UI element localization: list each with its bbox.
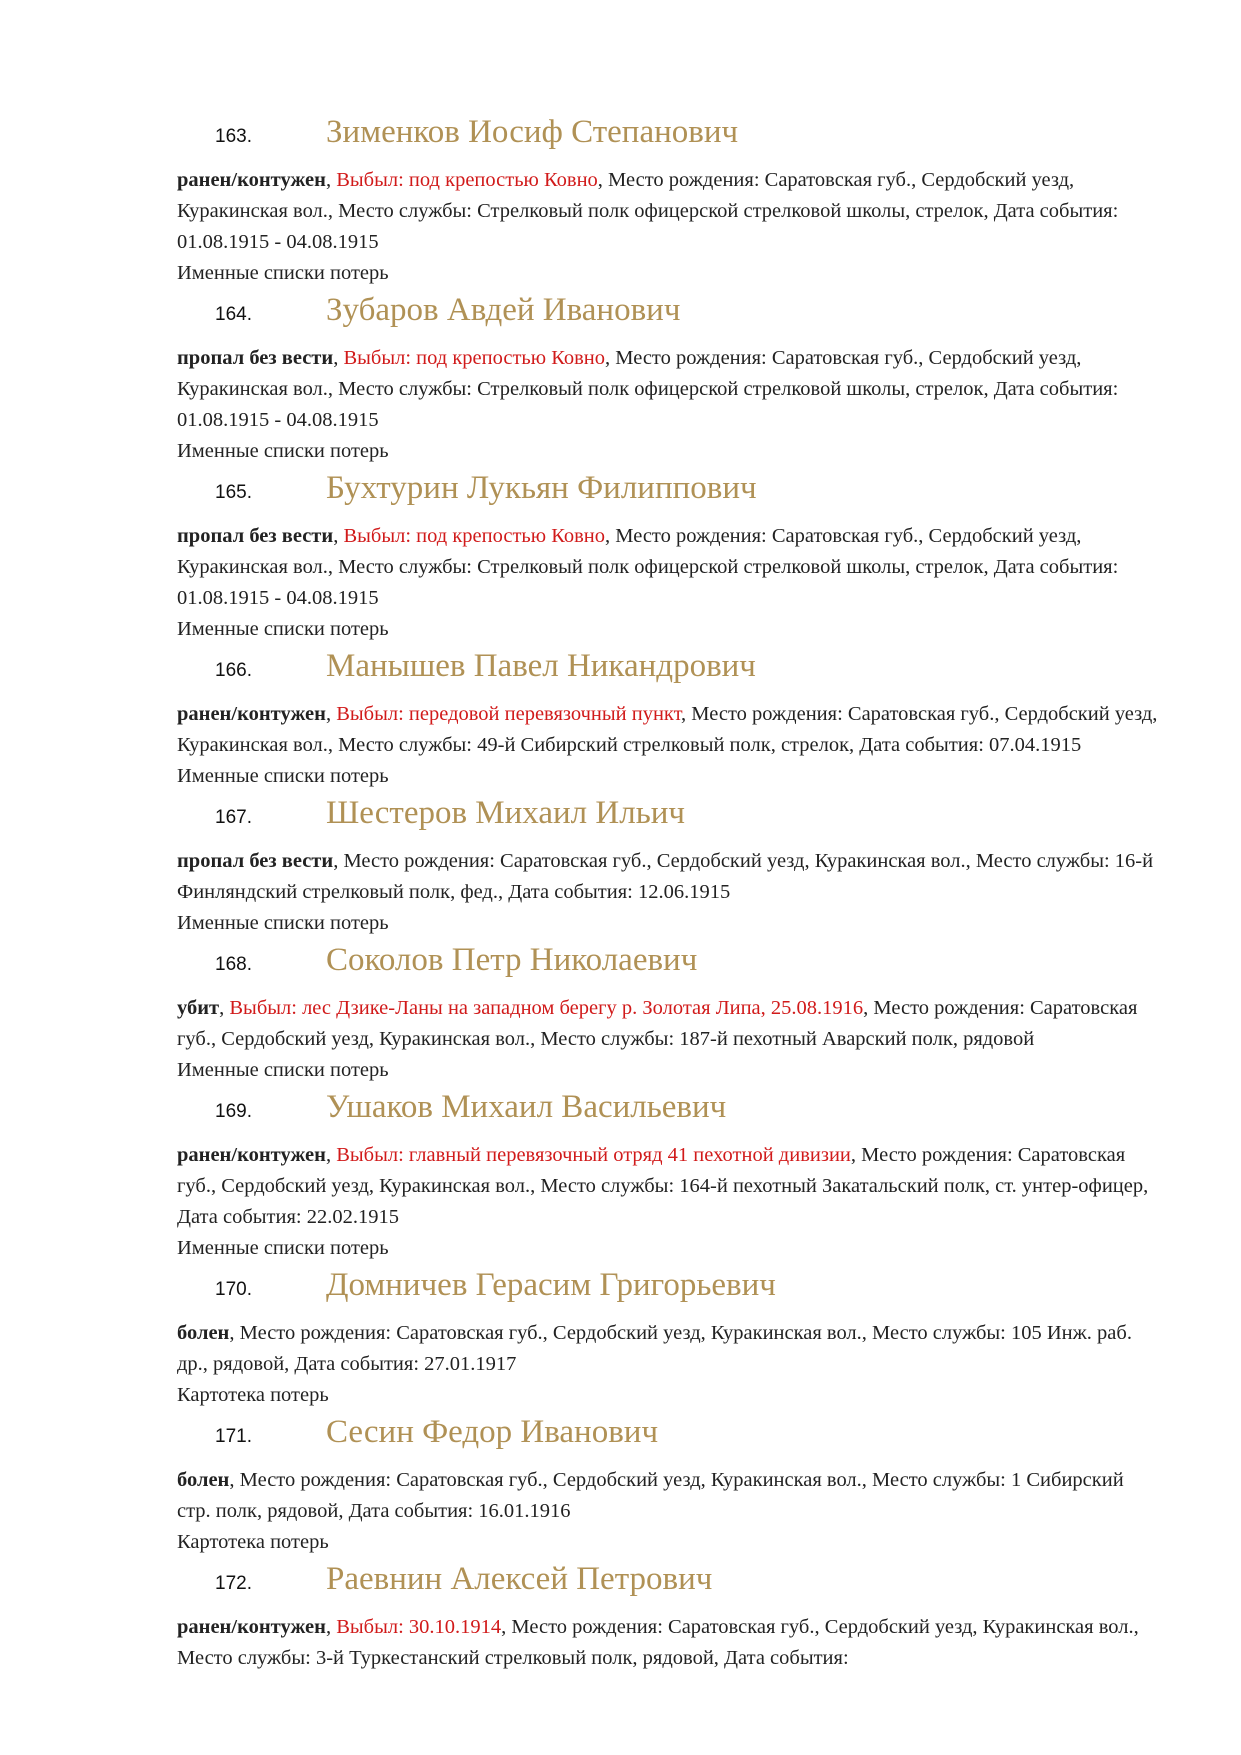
entry-header <box>177 114 1162 165</box>
list-item <box>177 292 1162 470</box>
entry-description <box>177 343 1162 436</box>
entry-header <box>177 292 1162 343</box>
exit-info: Выбыл: главный перевязочный отряд 41 пехотной дивизии <box>336 1144 851 1166</box>
entry-header <box>177 648 1162 699</box>
source-label: Именные списки потерь <box>177 440 389 462</box>
status-label: ранен/контужен <box>177 703 326 725</box>
entry-description <box>177 1612 1162 1674</box>
exit-separator: , <box>325 169 337 191</box>
exit-separator: , <box>325 1616 337 1638</box>
exit-separator: , <box>333 347 344 369</box>
status-label: болен <box>177 1322 230 1344</box>
exit-info: Выбыл: 30.10.1914 <box>336 1616 502 1638</box>
list-item <box>177 795 1162 942</box>
status-label: болен <box>177 1469 230 1491</box>
entry-description <box>177 846 1162 908</box>
list-item <box>177 1089 1162 1267</box>
entry-header <box>177 1414 1162 1465</box>
exit-info: Выбыл: лес Дзике-Ланы на западном берегу р. Золотая Липа, 25.08.1916 <box>229 997 864 1019</box>
person-name: Сесин Федор Иванович <box>326 1414 659 1450</box>
entry-header <box>177 470 1162 521</box>
source-label: Картотека потерь <box>177 1384 329 1406</box>
entry-number: 172. <box>215 1573 252 1594</box>
entry-number: 165. <box>215 482 252 503</box>
entry-details: , Место рождения: Саратовская губ., Сердобский уезд, Куракинская вол., Место службы: 49-й Сибирский стрелковый полк, стрелок, Дата события: 07.04.1915 <box>177 703 1158 756</box>
entry-number: 163. <box>215 126 252 147</box>
entry-number: 170. <box>215 1279 252 1300</box>
person-name: Шестеров Михаил Ильич <box>326 795 686 831</box>
list-item <box>177 470 1162 648</box>
entry-details: , Место рождения: Саратовская губ., Сердобский уезд, Куракинская вол., Место службы: 16-й Финляндский стрелковый полк, фед., Дата события: 12.06.1915 <box>177 850 1154 903</box>
exit-info: Выбыл: под крепостью Ковно <box>343 347 606 369</box>
source-label: Именные списки потерь <box>177 1237 389 1259</box>
status-label: пропал без вести <box>177 347 334 369</box>
person-name: Зубаров Авдей Иванович <box>326 292 681 328</box>
exit-separator: , <box>325 1144 337 1166</box>
list-item <box>177 942 1162 1089</box>
entry-description <box>177 165 1162 258</box>
entry-header <box>177 1561 1162 1612</box>
person-name: Соколов Петр Николаевич <box>326 942 698 978</box>
source-label: Именные списки потерь <box>177 262 389 284</box>
exit-separator: , <box>325 703 337 725</box>
status-label: ранен/контужен <box>177 169 326 191</box>
exit-info: Выбыл: под крепостью Ковно <box>343 525 606 547</box>
entry-details: , Место рождения: Саратовская губ., Сердобский уезд, Куракинская вол., Место службы: 3-й Туркестанский стрелковый полк, рядовой, Дата события: <box>177 1616 1139 1669</box>
entry-description <box>177 993 1162 1055</box>
status-label: пропал без вести <box>177 525 334 547</box>
list-item <box>177 1267 1162 1414</box>
person-name: Бухтурин Лукьян Филиппович <box>326 470 757 506</box>
list-item <box>177 648 1162 795</box>
entry-details: , Место рождения: Саратовская губ., Сердобский уезд, Куракинская вол., Место службы: Стрелковый полк офицерской стрелковой школы, стрелок, Дата события: 01.08.1915 - 04.08.1915 <box>177 169 1119 253</box>
source-label: Именные списки потерь <box>177 912 389 934</box>
status-label: ранен/контужен <box>177 1144 326 1166</box>
list-item <box>177 1414 1162 1561</box>
entry-number: 167. <box>215 807 252 828</box>
entry-number: 168. <box>215 954 252 975</box>
entry-description <box>177 1465 1162 1527</box>
person-name: Домничев Герасим Григорьевич <box>326 1267 776 1303</box>
entry-description <box>177 1140 1162 1233</box>
entries-list <box>177 114 1162 1674</box>
exit-info: Выбыл: под крепостью Ковно <box>336 169 598 191</box>
document-page <box>177 114 1162 1674</box>
entry-header <box>177 942 1162 993</box>
person-name: Раевнин Алексей Петрович <box>326 1561 713 1597</box>
status-label: ранен/контужен <box>177 1616 326 1638</box>
exit-info: Выбыл: передовой перевязочный пункт <box>336 703 682 725</box>
entry-details: , Место рождения: Саратовская губ., Сердобский уезд, Куракинская вол., Место службы: 105 Инж. раб. др., рядовой, Дата события: 27.01.1917 <box>177 1322 1132 1375</box>
entry-number: 164. <box>215 304 252 325</box>
entry-description <box>177 521 1162 614</box>
entry-description <box>177 1318 1162 1380</box>
entry-details: , Место рождения: Саратовская губ., Сердобский уезд, Куракинская вол., Место службы: 187-й пехотный Аварский полк, рядовой <box>177 997 1138 1050</box>
entry-description <box>177 699 1162 761</box>
person-name: Ушаков Михаил Васильевич <box>326 1089 727 1125</box>
entry-details: , Место рождения: Саратовская губ., Сердобский уезд, Куракинская вол., Место службы: Стрелковый полк офицерской стрелковой школы, стрелок, Дата события: 01.08.1915 - 04.08.1915 <box>177 525 1119 609</box>
source-label: Именные списки потерь <box>177 618 389 640</box>
status-label: пропал без вести <box>177 850 334 872</box>
source-label: Именные списки потерь <box>177 1059 389 1081</box>
source-label: Именные списки потерь <box>177 765 389 787</box>
entry-number: 171. <box>215 1426 252 1447</box>
entry-header <box>177 795 1162 846</box>
person-name: Зименков Иосиф Степанович <box>326 114 739 150</box>
list-item <box>177 1561 1162 1674</box>
entry-details: , Место рождения: Саратовская губ., Сердобский уезд, Куракинская вол., Место службы: 164-й пехотный Закатальский полк, ст. унтер-офицер, Дата события: 22.02.1915 <box>177 1144 1149 1228</box>
status-label: убит <box>177 997 220 1019</box>
entry-header <box>177 1267 1162 1318</box>
person-name: Манышев Павел Никандрович <box>326 648 756 684</box>
entry-header <box>177 1089 1162 1140</box>
entry-number: 166. <box>215 660 252 681</box>
entry-details: , Место рождения: Саратовская губ., Сердобский уезд, Куракинская вол., Место службы: Стрелковый полк офицерской стрелковой школы, стрелок, Дата события: 01.08.1915 - 04.08.1915 <box>177 347 1119 431</box>
source-label: Картотека потерь <box>177 1531 329 1553</box>
list-item <box>177 114 1162 292</box>
exit-separator: , <box>333 525 344 547</box>
entry-number: 169. <box>215 1101 252 1122</box>
entry-details: , Место рождения: Саратовская губ., Сердобский уезд, Куракинская вол., Место службы: 1 Сибирский стр. полк, рядовой, Дата события: 16.01.1916 <box>177 1469 1124 1522</box>
exit-separator: , <box>219 997 230 1019</box>
